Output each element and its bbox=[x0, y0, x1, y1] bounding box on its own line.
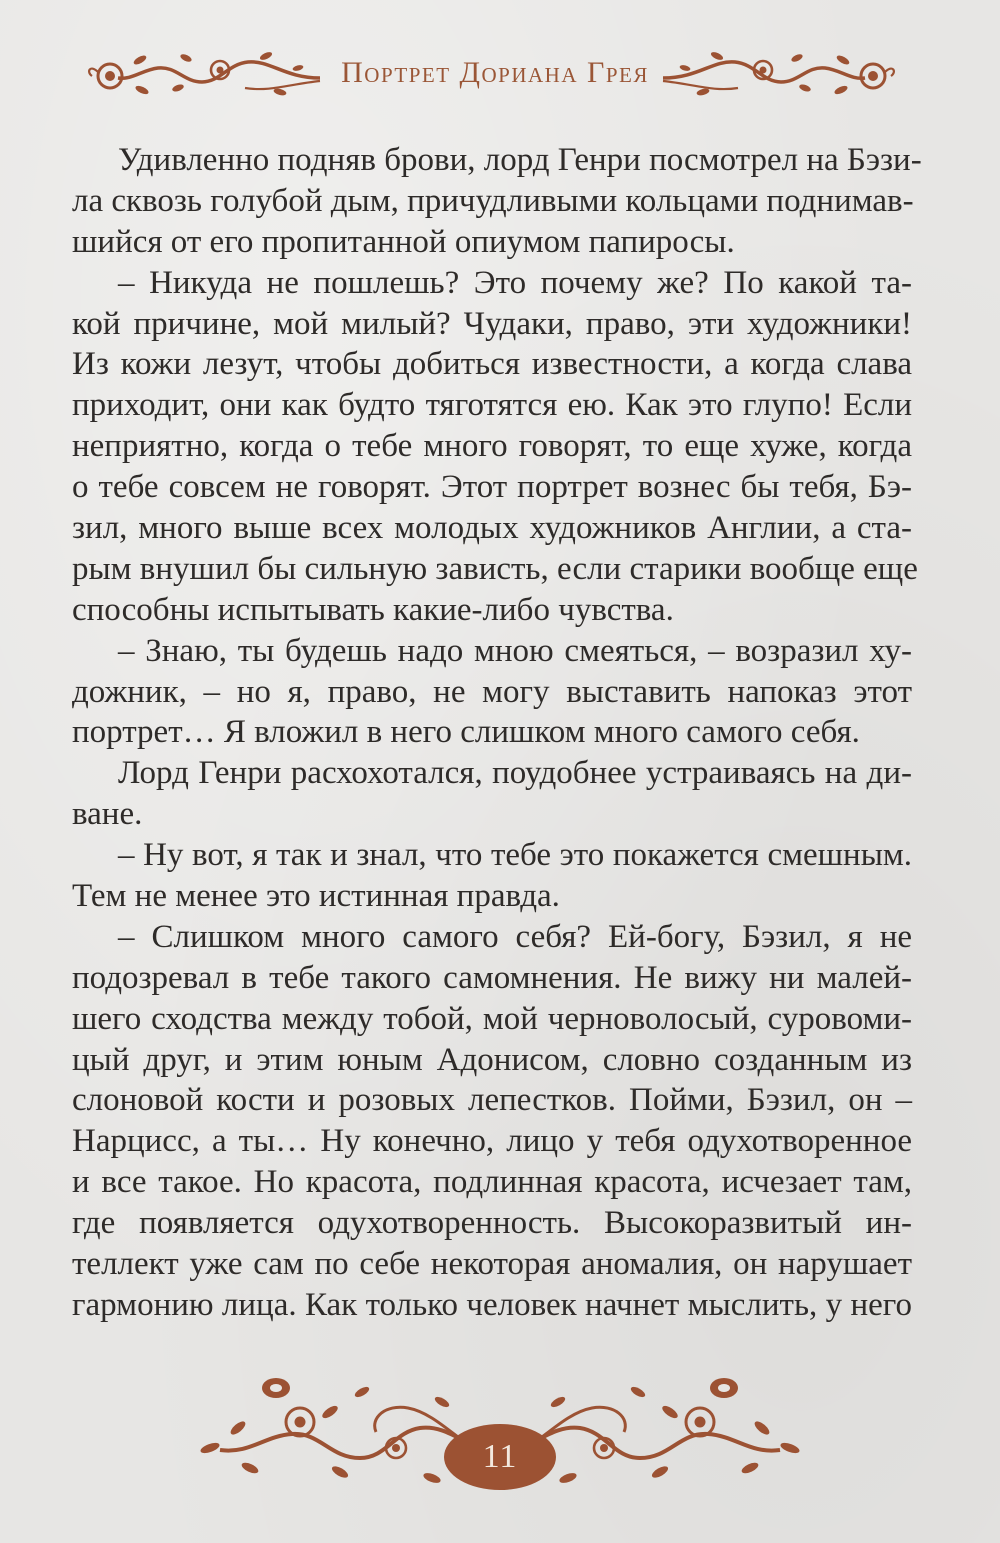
running-title: Портрет Дориана Грея bbox=[341, 56, 649, 89]
text-line: неприятно, когда о тебе много говорят, то еще хуже, когда bbox=[72, 428, 912, 465]
text-line: Тем не менее это истинная правда. bbox=[72, 878, 560, 915]
text-line: Из кожи лезут, чтобы добиться известности, а когда слава bbox=[72, 346, 912, 383]
text-line: – Слишком много самого себя? Ей-богу, Бэзил, я не bbox=[118, 918, 912, 955]
text-line: – Никуда не пошлешь? Это почему же? По какой та- bbox=[118, 264, 912, 301]
text-line: где появляется одухотворенность. Высокоразвитый ин- bbox=[72, 1205, 912, 1242]
page-header bbox=[0, 38, 1000, 108]
text-line: ла сквозь голубой дым, причудливыми кольцами поднимав- bbox=[72, 182, 914, 219]
text-line: теллект уже сам по себе некоторая аномалия, он нарушает bbox=[72, 1246, 912, 1283]
text-line: Удивленно подняв брови, лорд Генри посмотрел на Бэзи- bbox=[118, 142, 922, 178]
text-line: подозревал в тебе такого самомнения. Не вижу ни малей- bbox=[72, 959, 912, 996]
page-footer bbox=[0, 1372, 1000, 1512]
text-line: – Ну вот, я так и знал, что тебе это покажется смешным. bbox=[118, 837, 912, 874]
text-line: зил, много выше всех молодых художников Англии, а ста- bbox=[72, 510, 912, 547]
text-line: шего сходства между тобой, мой черноволосый, суровоми- bbox=[72, 1000, 912, 1037]
text-line: кой причине, мой милый? Чудаки, право, эти художники! bbox=[72, 305, 912, 342]
text-line: дожник, – но я, право, не могу выставить напоказ этот bbox=[72, 673, 912, 710]
text-line: ване. bbox=[72, 796, 143, 833]
text-line: способны испытывать какие-либо чувства. bbox=[72, 591, 674, 628]
ornament-left-icon bbox=[80, 48, 325, 98]
text-line: цый друг, и этим юным Адонисом, словно созданным из bbox=[72, 1041, 912, 1078]
body-text bbox=[72, 140, 922, 1326]
text-line: – Знаю, ты будешь надо мною смеяться, – возразил ху- bbox=[118, 632, 912, 669]
text-line: рым внушил бы сильную зависть, если старики вообще еще bbox=[72, 550, 918, 587]
text-line: приходит, они как будто тяготятся ею. Как это глупо! Если bbox=[72, 387, 912, 424]
text-line: слоновой кости и розовых лепестков. Пойми, Бэзил, он – bbox=[72, 1082, 912, 1119]
text-line: гармонию лица. Как только человек начнет мыслить, у него bbox=[72, 1286, 912, 1323]
text-line: Лорд Генри расхохотался, поудобнее устраиваясь на ди- bbox=[118, 755, 912, 792]
text-line: и все такое. Но красота, подлинная красота, исчезает там, bbox=[72, 1164, 912, 1201]
text-line: о тебе совсем не говорят. Этот портрет вознес бы тебя, Бэ- bbox=[72, 469, 912, 506]
page-number: 11 bbox=[444, 1424, 556, 1490]
text-line: Нарцисс, а ты… Ну конечно, лицо у тебя одухотворенное bbox=[72, 1123, 912, 1160]
text-line: шийся от его пропитанной опиумом папиросы. bbox=[72, 223, 735, 260]
ornament-right-icon bbox=[658, 48, 903, 98]
text-line: портрет… Я вложил в него слишком много самого себя. bbox=[72, 714, 860, 751]
